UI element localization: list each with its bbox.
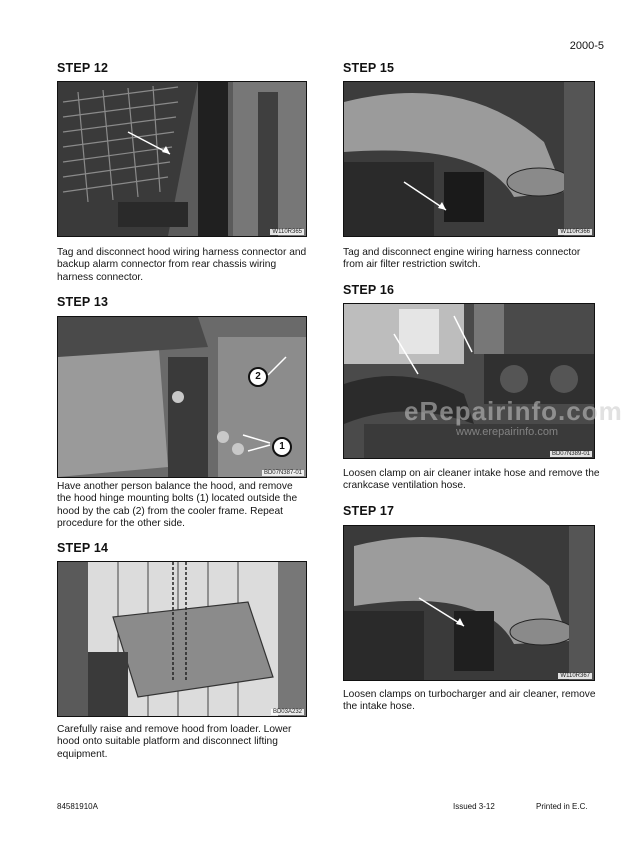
step-14-image-code: BD03A232 xyxy=(272,709,302,715)
step-15-caption: Tag and disconnect engine wiring harness connector from air filter restriction switch. xyxy=(343,247,581,271)
page-number: 2000-5 xyxy=(569,40,604,52)
step-13-caption: Have another person balance the hood, and remove the hood hinge mounting bolts (1) located outside the hood by the cab (2) from the cooler frame. Repeat procedure for the other side. xyxy=(57,481,298,530)
step-16-image-code: BD07N389-01 xyxy=(551,451,590,457)
step-12-title: STEP 12 xyxy=(57,61,109,75)
step-16-title: STEP 16 xyxy=(343,283,395,297)
watermark-sub: www.erepairinfo.com xyxy=(456,426,559,438)
step-17-title: STEP 17 xyxy=(343,504,395,518)
step-14-title: STEP 14 xyxy=(57,541,109,555)
step-15-photo-illustration xyxy=(344,82,594,236)
step-15-photo xyxy=(343,81,595,237)
footer-doc-number: 84581910A xyxy=(57,802,98,811)
step-13-photo xyxy=(57,316,307,478)
footer-printed: Printed in E.C. xyxy=(536,802,588,811)
step-12-caption: Tag and disconnect hood wiring harness connector and backup alarm connector from rear chassis wiring harness connector. xyxy=(57,247,307,283)
step-13-photo-illustration xyxy=(58,317,306,477)
step-17-photo-illustration xyxy=(344,526,594,680)
callout-1: 1 xyxy=(272,437,292,457)
step-12-photo xyxy=(57,81,307,237)
step-17-image-code: W110R367 xyxy=(560,673,590,679)
step-12-photo-illustration xyxy=(58,82,306,236)
step-12-image-code: W110R365 xyxy=(272,229,302,235)
step-15-title: STEP 15 xyxy=(343,61,395,75)
step-14-caption: Carefully raise and remove hood from loader. Lower hood onto suitable platform and disconnect lifting equipment. xyxy=(57,724,292,760)
callout-2: 2 xyxy=(248,367,268,387)
step-14-photo xyxy=(57,561,307,717)
step-14-photo-illustration xyxy=(58,562,306,716)
step-16-caption: Loosen clamp on air cleaner intake hose and remove the crankcase ventilation hose. xyxy=(343,468,600,492)
step-13-image-code: BD07N387-01 xyxy=(263,470,302,476)
step-15-image-code: W110R366 xyxy=(560,229,590,235)
step-17-photo xyxy=(343,525,595,681)
step-13-title: STEP 13 xyxy=(57,295,109,309)
step-17-caption: Loosen clamps on turbocharger and air cleaner, remove the intake hose. xyxy=(343,689,596,713)
footer-issued: Issued 3-12 xyxy=(453,802,495,811)
step-16-photo xyxy=(343,303,623,459)
watermark: eRepairinfo.com xyxy=(404,396,623,426)
